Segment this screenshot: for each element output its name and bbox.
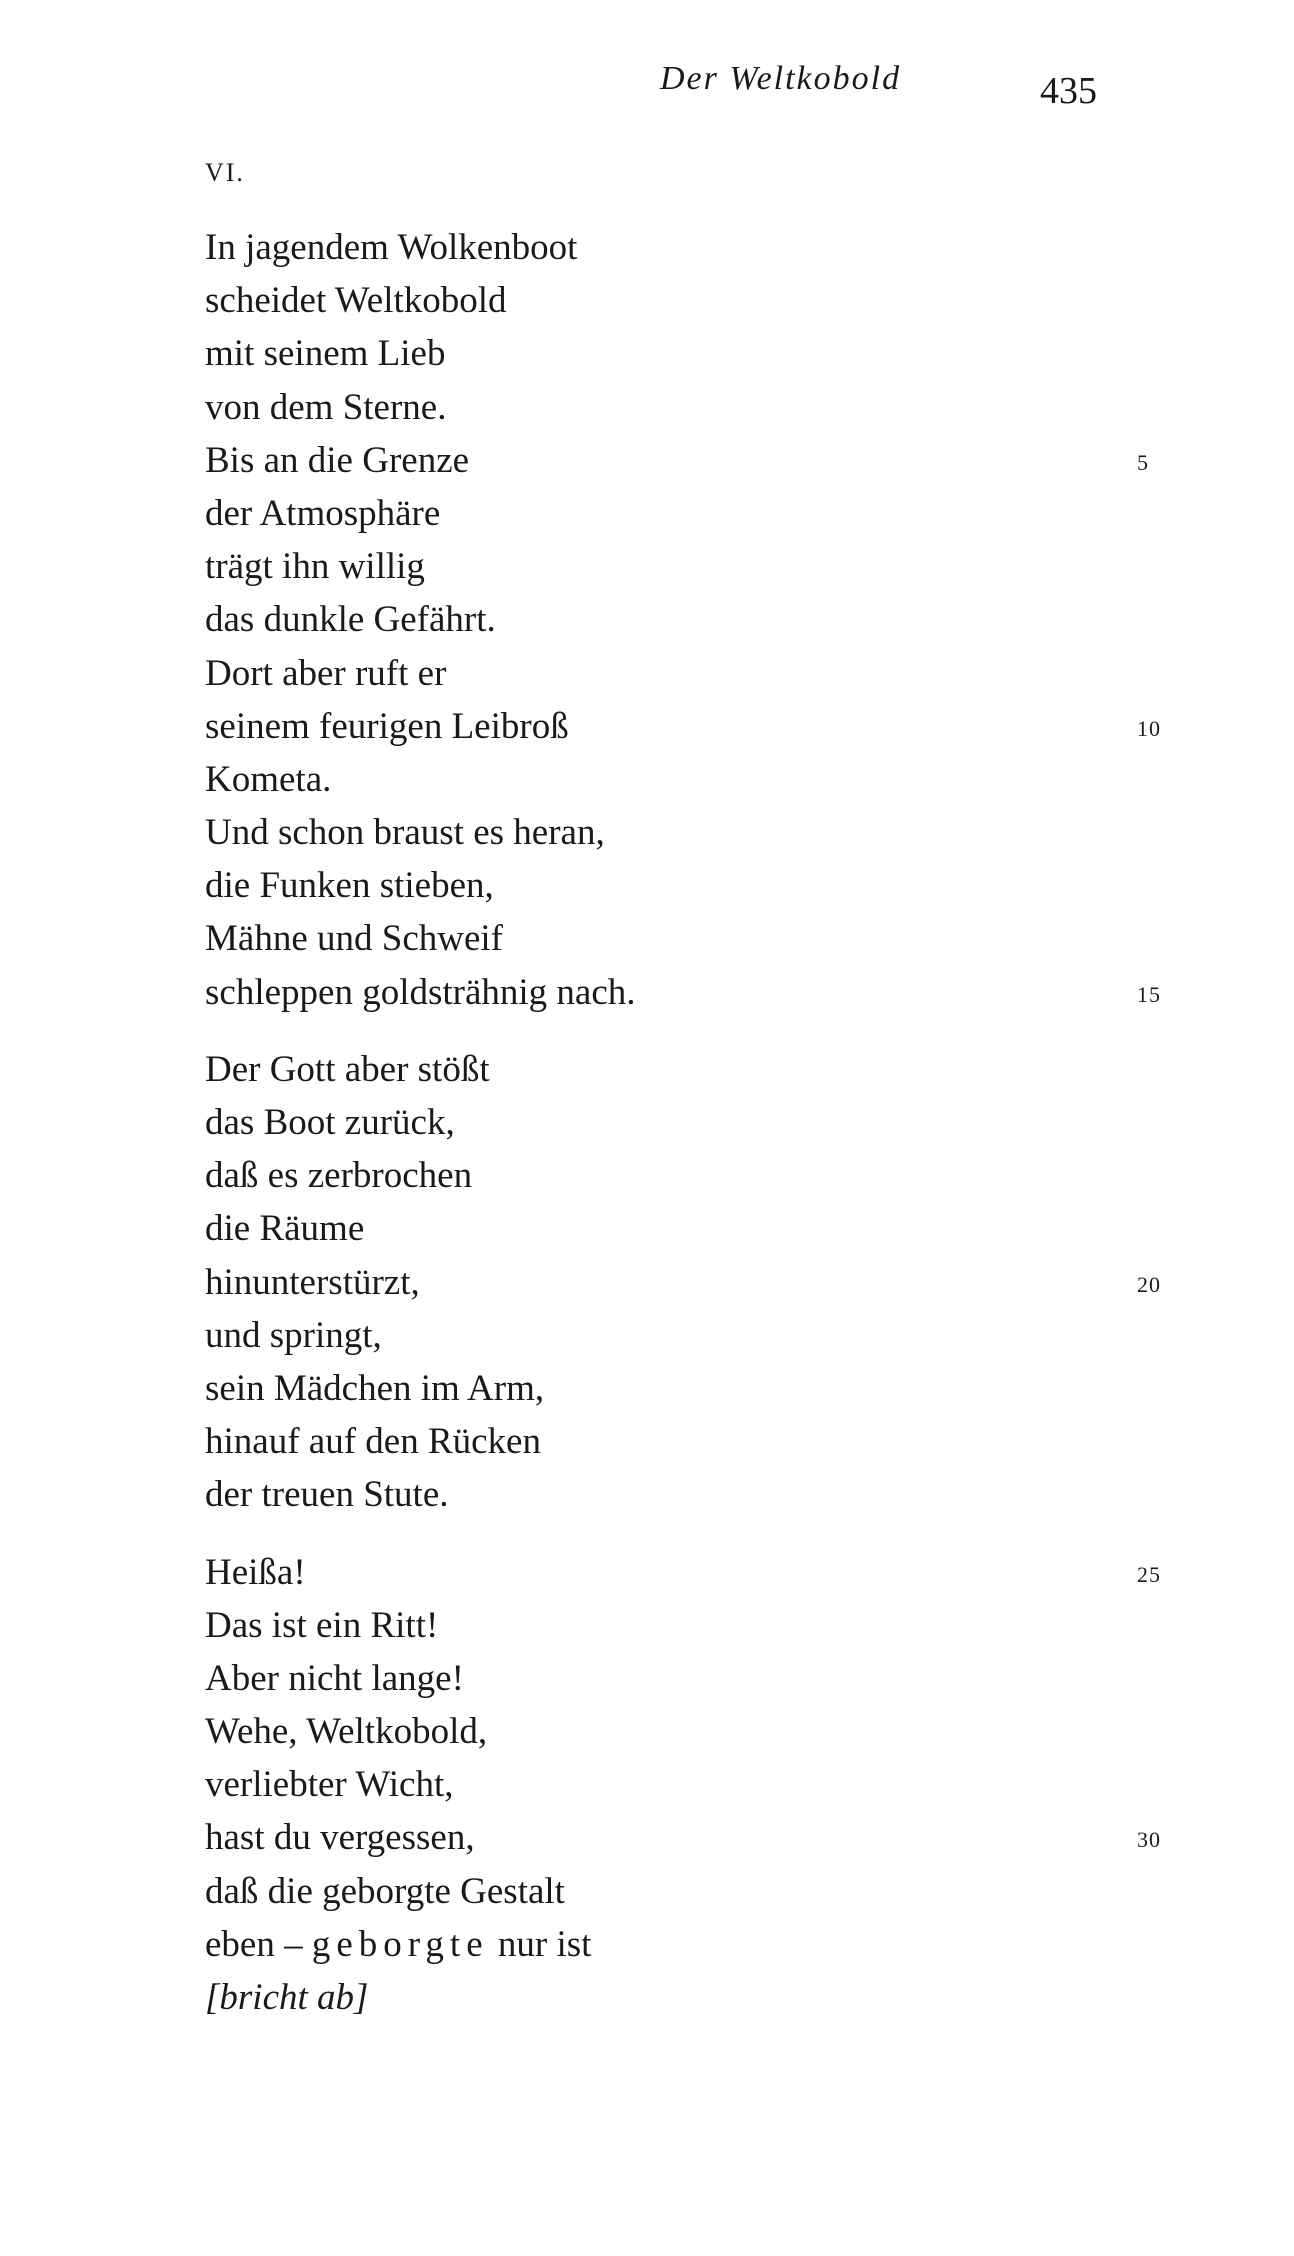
- letterspaced-word: geborgte: [311, 1923, 489, 1965]
- editorial-note: [bricht ab]: [205, 1977, 369, 2018]
- line-text-after: nur ist: [497, 1923, 592, 1965]
- line-text: Aber nicht lange!: [205, 1657, 464, 1699]
- poem-line: [205, 806, 1185, 859]
- section-number: VI.: [205, 158, 245, 187]
- line-text: das dunkle Gefährt.: [205, 599, 496, 641]
- poem-line: [205, 1202, 1185, 1255]
- poem: [205, 221, 1185, 2024]
- poem-line: [205, 1256, 1185, 1309]
- poem-line: [205, 912, 1185, 965]
- poem-line: [205, 434, 1185, 487]
- stanza-1: [205, 221, 1185, 1019]
- line-text: trägt ihn willig: [205, 546, 425, 588]
- poem-line-editorial: [205, 1971, 1185, 2024]
- line-number: 5: [1137, 449, 1149, 475]
- poem-line: [205, 1811, 1185, 1864]
- line-text: daß die geborgte Gestalt: [205, 1870, 565, 1912]
- line-text: scheidet Weltkobold: [205, 280, 507, 322]
- line-text: mit seinem Lieb: [205, 333, 446, 375]
- line-text: und springt,: [205, 1314, 382, 1356]
- line-text: Wehe, Weltkobold,: [205, 1711, 488, 1753]
- poem-line: [205, 1468, 1185, 1521]
- poem-line: [205, 1149, 1185, 1202]
- poem-line: [205, 700, 1185, 753]
- line-text: hinauf auf den Rücken: [205, 1421, 541, 1463]
- line-text: das Boot zurück,: [205, 1102, 455, 1143]
- line-text: daß es zerbrochen: [205, 1155, 473, 1197]
- line-number: 30: [1137, 1827, 1161, 1853]
- poem-line: [205, 1652, 1185, 1705]
- line-text: Das ist ein Ritt!: [205, 1604, 439, 1646]
- page-number: 435: [1040, 70, 1097, 112]
- line-text: von dem Sterne.: [205, 386, 447, 428]
- poem-line: [205, 1758, 1185, 1811]
- poem-line: [205, 381, 1185, 434]
- line-text: Der Gott aber stößt: [205, 1048, 490, 1090]
- line-text: Bis an die Grenze: [205, 439, 470, 481]
- line-text: Dort aber ruft er: [205, 652, 447, 694]
- line-number: 10: [1137, 715, 1161, 741]
- line-text: seinem feurigen Leibroß: [205, 705, 569, 747]
- line-text: hinunterstürzt,: [205, 1261, 420, 1303]
- line-text: Heißa!: [205, 1551, 306, 1593]
- stanza-3: [205, 1546, 1185, 2025]
- line-text: Mähne und Schweif: [205, 918, 503, 960]
- line-text: hast du vergessen,: [205, 1817, 475, 1859]
- poem-line: [205, 753, 1185, 806]
- poem-line: [205, 1865, 1185, 1918]
- line-text: der treuen Stute.: [205, 1474, 449, 1516]
- poem-line: [205, 221, 1185, 274]
- stanza-2: [205, 1043, 1185, 1522]
- line-number: 20: [1137, 1271, 1161, 1297]
- line-text: der Atmosphäre: [205, 492, 441, 534]
- poem-line: [205, 487, 1185, 540]
- poem-line: [205, 1043, 1185, 1096]
- poem-line: [205, 1096, 1185, 1149]
- line-text: die Räume: [205, 1208, 365, 1250]
- poem-line: [205, 1362, 1185, 1415]
- poem-line: [205, 1309, 1185, 1362]
- line-number: 15: [1137, 981, 1161, 1007]
- line-text: Kometa.: [205, 758, 332, 800]
- poem-line: [205, 966, 1185, 1019]
- poem-line: [205, 593, 1185, 646]
- poem-line: [205, 647, 1185, 700]
- line-text: Und schon braust es heran,: [205, 812, 605, 854]
- line-text: In jagendem Wolkenboot: [205, 227, 578, 268]
- poem-line: [205, 1546, 1185, 1599]
- line-text: verliebter Wicht,: [205, 1764, 454, 1806]
- running-title: Der Weltkobold: [660, 60, 902, 97]
- line-text-before: eben –: [205, 1923, 303, 1965]
- poem-line: [205, 859, 1185, 912]
- line-number: 25: [1137, 1561, 1161, 1587]
- poem-line: [205, 1705, 1185, 1758]
- line-text: schleppen goldsträhnig nach.: [205, 971, 636, 1013]
- poem-line: [205, 1415, 1185, 1468]
- poem-line: [205, 327, 1185, 380]
- line-text: sein Mädchen im Arm,: [205, 1367, 545, 1409]
- poem-line: [205, 1599, 1185, 1652]
- poem-line: [205, 540, 1185, 593]
- line-text: die Funken stieben,: [205, 865, 494, 907]
- poem-line-spaced: [205, 1918, 1185, 1971]
- poem-line: [205, 274, 1185, 327]
